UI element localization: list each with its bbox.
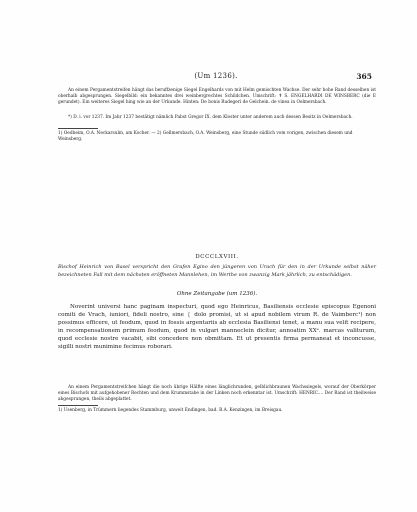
seal-description-bottom bbox=[58, 385, 376, 404]
charter-text bbox=[58, 303, 376, 352]
footnotes-bottom bbox=[58, 408, 376, 414]
footnote-rule-top bbox=[58, 128, 98, 129]
seal-note-bottom-paragraph: An einem Pergamentstreifchen hängt die noch übrige Hälfte eines länglichrunden, gelblichbraunen Wachssiegels, worauf der Oberkörper eines Bischofs mit aufgehobener Rechten und dem Krummstabe in der Linken noch erkenntar ist. Umschrift: HENRIC.... Der Rand ist theilweise abgesprungen, theils abgeplattet. bbox=[58, 385, 376, 403]
seal-description-top bbox=[58, 88, 376, 107]
page-number: 365 bbox=[356, 72, 372, 81]
dating-note-paragraph: *) D. i. vor 1237. Im Jahr 1237 bestätigt nämlich Pabst Gregor IX. dem Kloster unter anderem auch dessen Besitz in Oelmersbach. bbox=[68, 115, 353, 120]
footnotes-top bbox=[58, 131, 376, 143]
running-title: (Um 1236). bbox=[194, 72, 238, 80]
charter-dateline: Ohne Zeitangabe (um 1236). bbox=[176, 291, 258, 297]
charter-rubric: Bischof Heinrich von Basel verspricht den Grafen Egino den jüngeren von Urach für den in der Urkunde selbst näher bezeichneten Fall mit dem nächsten eröffneten Mannlehen, im Werthe von zwanzig Mark jährlich, zu entschädigen. bbox=[58, 264, 376, 278]
footnote-bottom-1: 1) Usenberg, in Trümmern liegendes Stammburg, unweit Endingen, bad. B.A. Kenzingen, im Breisgau. bbox=[58, 408, 283, 413]
footnote-rule-bottom bbox=[58, 405, 98, 406]
seal-note-paragraph: An einem Pergamentstreifen hängt das beruffzenige Siegel Engelhards von mit Helm gemischten Wachse. Der sehr hohe Rand desselben ist oberhalb abgesprungen. Siegelbild: ein bekanntes drei weinbergrechtes Schildchen. Umschrift: ✝ S. ENGELHARDI DE WINSBERC (die E gerundet). Ein weiteres Siegel hing wie an der Urkunde. Hinten: De bonis Rudegeri de Gelchein. de vinea in Oelmersbach. bbox=[58, 88, 376, 106]
charter-text-paragraph: Noverint universi hanc paginam inspecturi, quod ego Heinricus, Basiliensis ecclesie episcopus Egenoni comiti de Vrach, iuniori, fideli nostro, sine ❲ dolo promisi, ut si apud nobilem virum R. de Vaimberc¹) non possimus efficere, ut feodum, quod in fossis argentariis ab ecclesia Basiliensi tenet, a manu sua velit recipere, in recompensationem primum feodum, quod in vulgari manneclein dicitur, annoatim XXᵉ. marcas valiturum, quod ecclesie nostre vacabit, sibi concedere non obmittam. Et ut presentis firma permaneat et inconcusse, sigilli nostri munimine fecimus roborari. bbox=[58, 304, 376, 351]
charter-number: DCCCLXVIII. bbox=[195, 254, 239, 260]
dating-note bbox=[58, 115, 376, 121]
footnote-top-1: 1) Oedheim, O.A. Neckarsulm, am Kocher. — 2) Gellmersbach, O.A. Weinsberg, eine Stunde südlich vom vorigen, zwischen diesem und Weinsberg. bbox=[58, 131, 353, 143]
running-head bbox=[60, 72, 372, 84]
